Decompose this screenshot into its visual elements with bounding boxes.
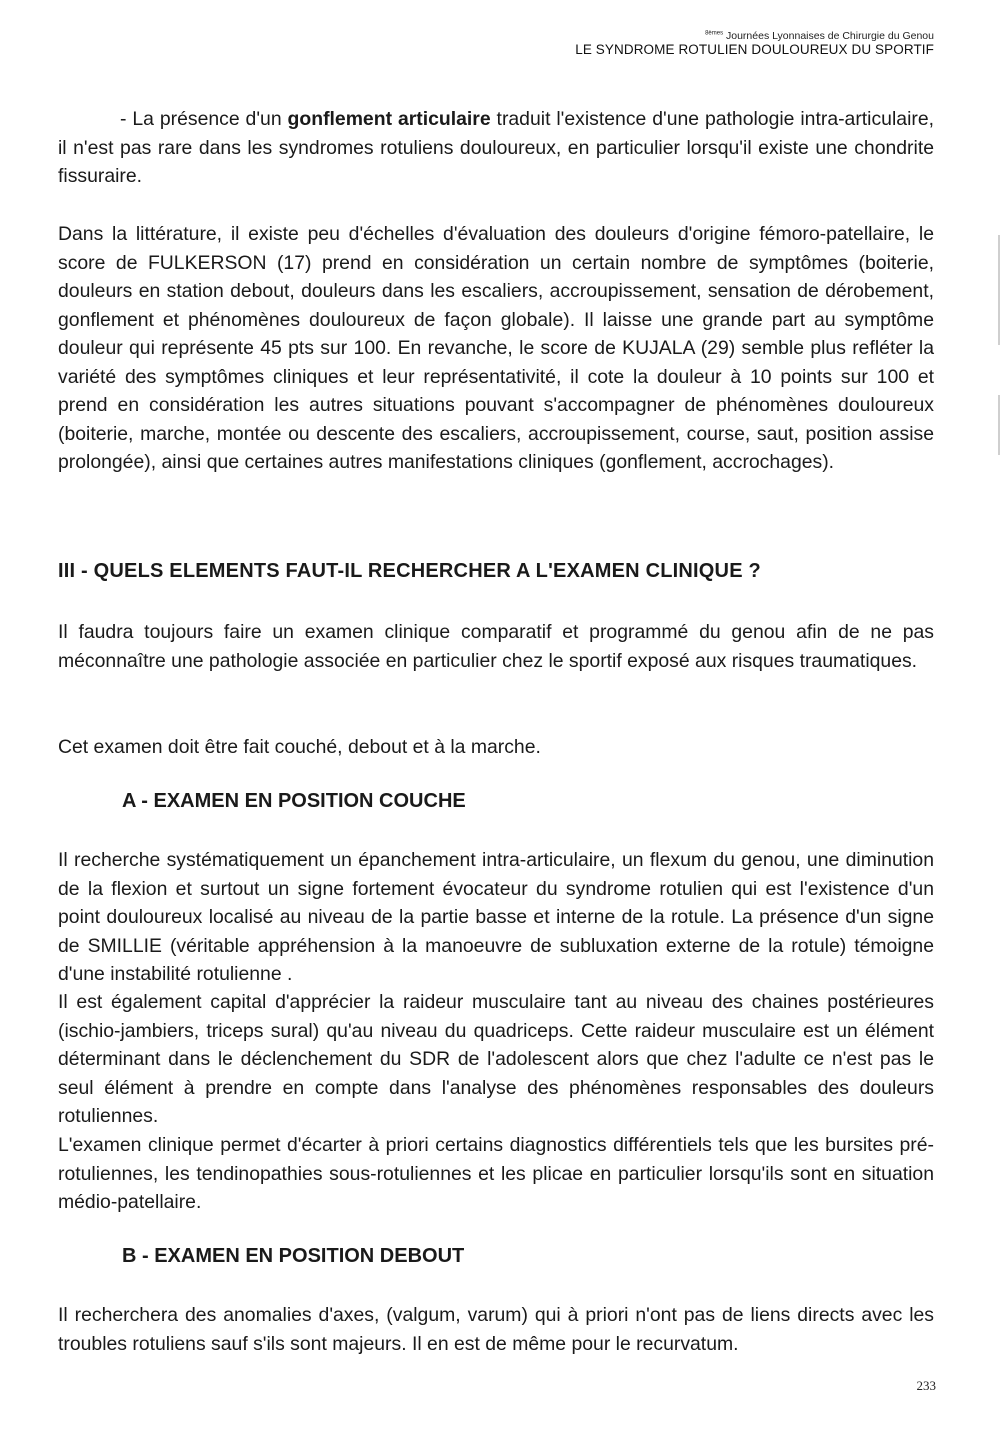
paragraph-gonflement: [58, 105, 934, 191]
paragraph-couche-2: Il est également capital d'apprécier la raideur musculaire tant au niveau des chaines postérieures (ischio-jambiers, triceps sural) qu'au niveau du quadriceps. Cette raideur musculaire est un élément déterminant dans le déclenchement du SDR de l'adolescent alors que chez l'adulte ce n'est pas le seul élément à prendre en compte dans l'analyse des phénomènes responsables des douleurs rotuliennes.: [58, 991, 934, 1127]
page-number: 233: [916, 1378, 936, 1393]
conference-title: [575, 30, 934, 42]
bold-term-gonflement: gonflement articulaire: [287, 108, 491, 130]
subheading-position-couche: A - EXAMEN EN POSITION COUCHE: [122, 790, 466, 812]
chapter-title: LE SYNDROME ROTULIEN DOULOUREUX DU SPORTIF: [575, 42, 934, 58]
paragraph-debout: Il recherchera des anomalies d'axes, (valgum, varum) qui à priori n'ont pas de liens directs avec les troubles rotuliens sauf s'ils sont majeurs. Il en est de même pour le recurvatum.: [58, 1304, 934, 1355]
paragraph-couche-3: L'examen clinique permet d'écarter à priori certains diagnostics différentiels tels que les bursites pré-rotuliennes, les tendinopathies sous-rotuliennes et les plicae en particulier lorsqu'ils sont en situation médio-patellaire.: [58, 1134, 934, 1213]
paragraph-examen-positions: Cet examen doit être fait couché, debout et à la marche.: [58, 736, 541, 758]
paragraph-lead: - La présence d'un: [120, 108, 288, 130]
running-header: [575, 30, 934, 58]
edition-superscript: 8èmes: [705, 30, 724, 37]
paragraph-scores: Dans la littérature, il existe peu d'échelles d'évaluation des douleurs d'origine fémoro-patellaire, le score de FULKERSON (17) prend en considération un certain nombre de symptômes (boiterie, douleurs en station debout, douleurs dans les escaliers, accroupissement, sensation de dérobement, gonflement et phénomènes douloureux de façon globale). Il laisse une grande part au symptôme douleur qui représente 45 pts sur 100. En revanche, le score de KUJALA (29) semble plus refléter la variété des symptômes cliniques et leur représentativité, il cote la douleur à 10 points sur 100 et prend en considération les autres situations pouvant s'accompagner de phénomènes douloureux (boiterie, marche, montée ou descente des escaliers, accroupissement, course, saut, position assise prolongée), ainsi que certaines autres manifestations cliniques (gonflement, accrochages).: [58, 223, 934, 473]
section-heading-examen-clinique: III - QUELS ELEMENTS FAUT-IL RECHERCHER A L'EXAMEN CLINIQUE ?: [58, 560, 761, 582]
subheading-position-debout: B - EXAMEN EN POSITION DEBOUT: [122, 1245, 465, 1267]
paragraph-examen-comparatif: Il faudra toujours faire un examen clinique comparatif et programmé du genou afin de ne pas méconnaître une pathologie associée en particulier chez le sportif exposé aux risques traumatiques.: [58, 621, 934, 672]
paragraph-rest: traduit l'existence d'une pathologie intra-articulaire, il n'est pas rare dans les syndromes rotuliens douloureux, en particulier lorsqu'il existe une chondrite fissuraire.: [58, 108, 935, 187]
paragraph-couche-1: Il recherche systématiquement un épanchement intra-articulaire, un flexum du genou, une diminution de la flexion et surtout un signe fortement évocateur du syndrome rotulien qui est l'existence d'un point douloureux localisé au niveau de la partie basse et interne de la rotule. La présence d'un signe de SMILLIE (véritable appréhension à la manoeuvre de subluxation externe de la rotule) témoigne d'une instabilité rotulienne .: [58, 849, 934, 985]
conference-name: Journées Lyonnaises de Chirurgie du Genou: [723, 30, 934, 42]
